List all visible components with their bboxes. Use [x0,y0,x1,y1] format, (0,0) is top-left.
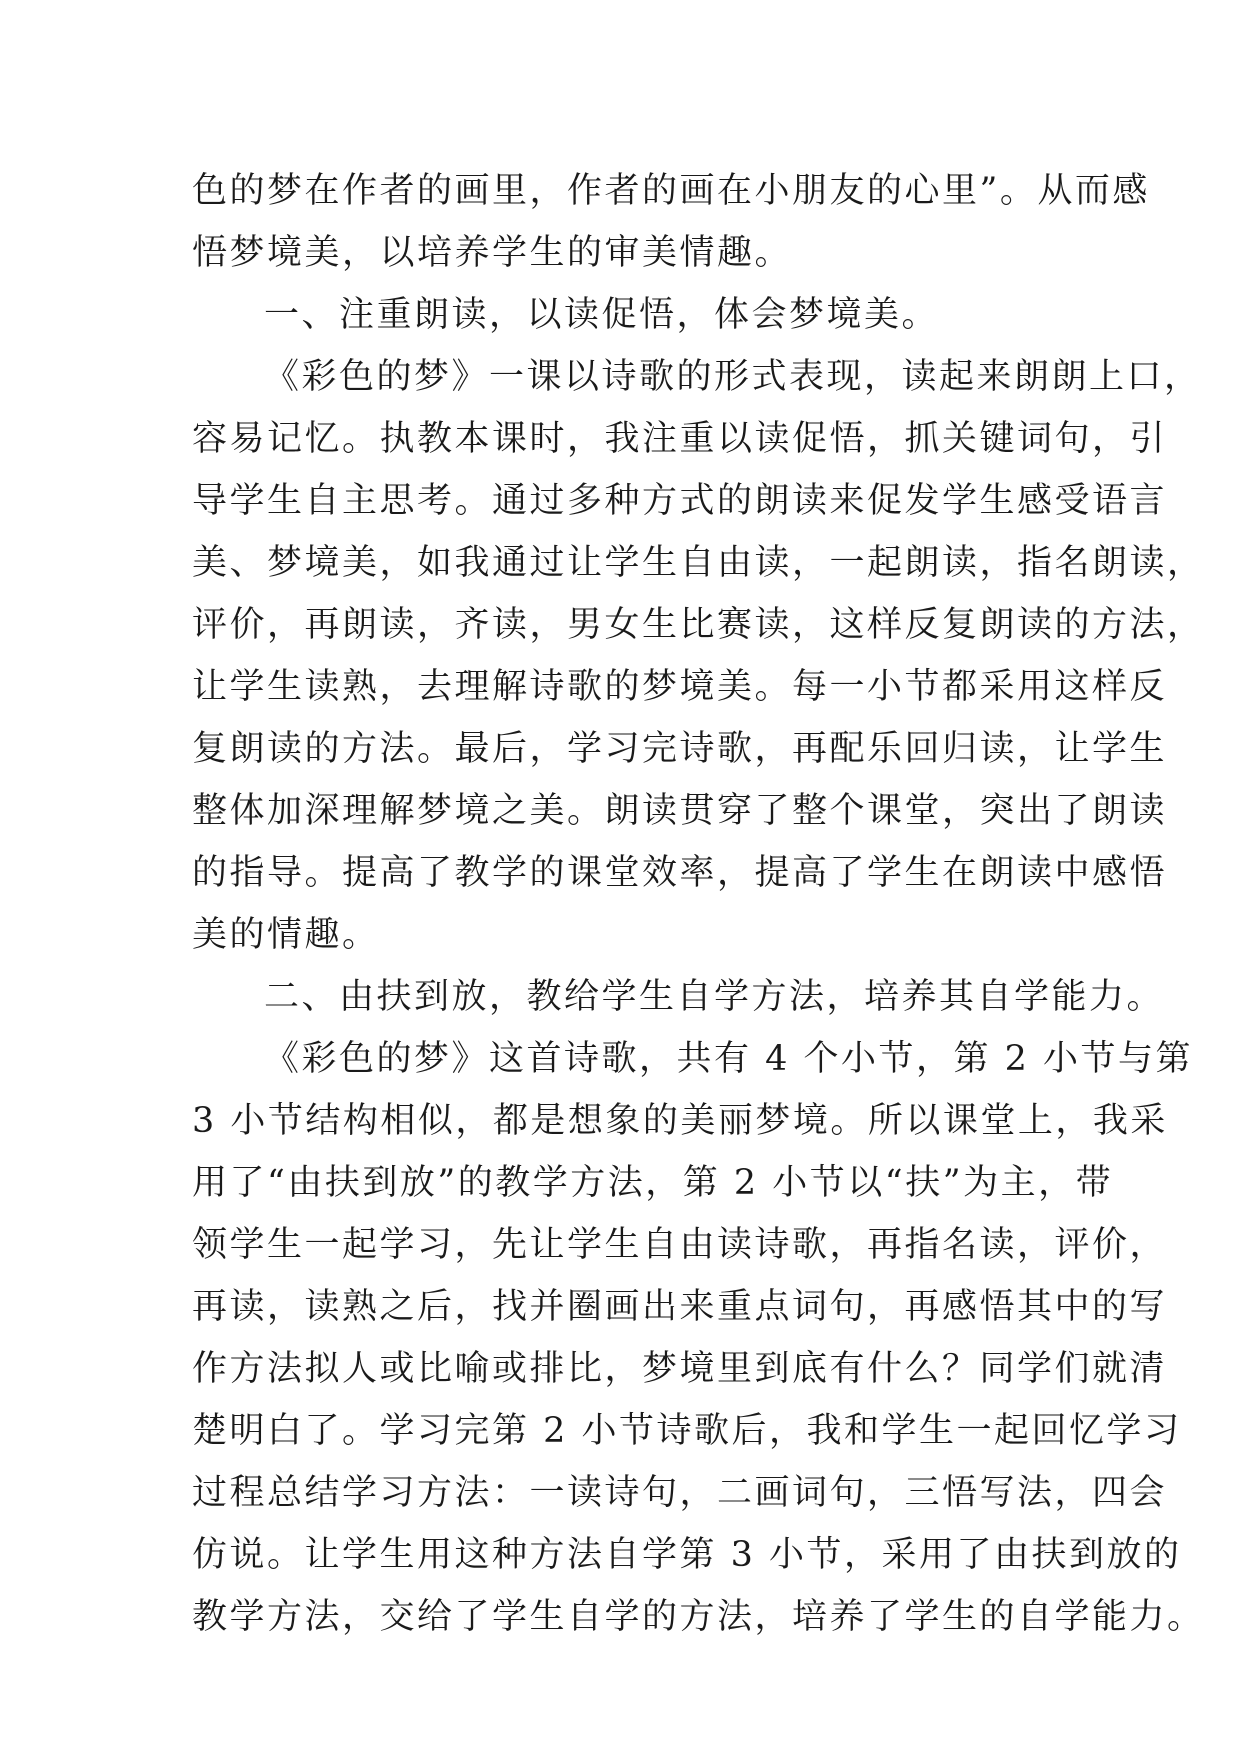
text-line: 评价，再朗读，齐读，男女生比赛读，这样反复朗读的方法， [192,605,1205,645]
text-line: 容易记忆。执教本课时，我注重以读促悟，抓关键词句，引 [192,419,1168,459]
text-line: 色的梦在作者的画里，作者的画在小朋友的心里”。从而感 [192,171,1150,211]
text-line: 教学方法，交给了学生自学的方法，培养了学生的自学能力。 [192,1597,1205,1637]
text-line: 悟梦境美，以培养学生的审美情趣。 [192,233,793,273]
text-line: 过程总结学习方法：一读诗句，二画词句，三悟写法，四会 [192,1473,1168,1513]
text-line: 3 小节结构相似，都是想象的美丽梦境。所以课堂上，我采 [192,1101,1168,1141]
text-line: 美的情趣。 [192,915,380,955]
text-line: 《彩色的梦》一课以诗歌的形式表现，读起来朗朗上口， [264,357,1202,397]
text-line: 仿说。让学生用这种方法自学第 3 小节，采用了由扶到放的 [192,1535,1182,1575]
text-line: 用了“由扶到放”的教学方法，第 2 小节以“扶”为主，带 [192,1163,1114,1203]
text-line: 再读，读熟之后，找并圈画出来重点词句，再感悟其中的写 [192,1287,1168,1327]
text-line: 《彩色的梦》这首诗歌，共有 4 个小节，第 2 小节与第 [264,1039,1194,1079]
text-line: 作方法拟人或比喻或排比，梦境里到底有什么？同学们就清 [192,1349,1168,1389]
text-line: 的指导。提高了教学的课堂效率，提高了学生在朗读中感悟 [192,853,1168,893]
text-line: 让学生读熟，去理解诗歌的梦境美。每一小节都采用这样反 [192,667,1168,707]
text-line: 整体加深理解梦境之美。朗读贯穿了整个课堂，突出了朗读 [192,791,1168,831]
text-line: 导学生自主思考。通过多种方式的朗读来促发学生感受语言 [192,481,1168,521]
text-line: 楚明白了。学习完第 2 小节诗歌后，我和学生一起回忆学习 [192,1411,1182,1451]
text-line: 复朗读的方法。最后，学习完诗歌，再配乐回归读，让学生 [192,729,1168,769]
text-line: 二、由扶到放，教给学生自学方法，培养其自学能力。 [264,977,1165,1017]
text-line: 美、梦境美，如我通过让学生自由读，一起朗读，指名朗读， [192,543,1205,583]
document-body [192,160,1205,1648]
text-line: 领学生一起学习，先让学生自由读诗歌，再指名读，评价， [192,1225,1168,1265]
text-line: 一、注重朗读，以读促悟，体会梦境美。 [264,295,940,335]
